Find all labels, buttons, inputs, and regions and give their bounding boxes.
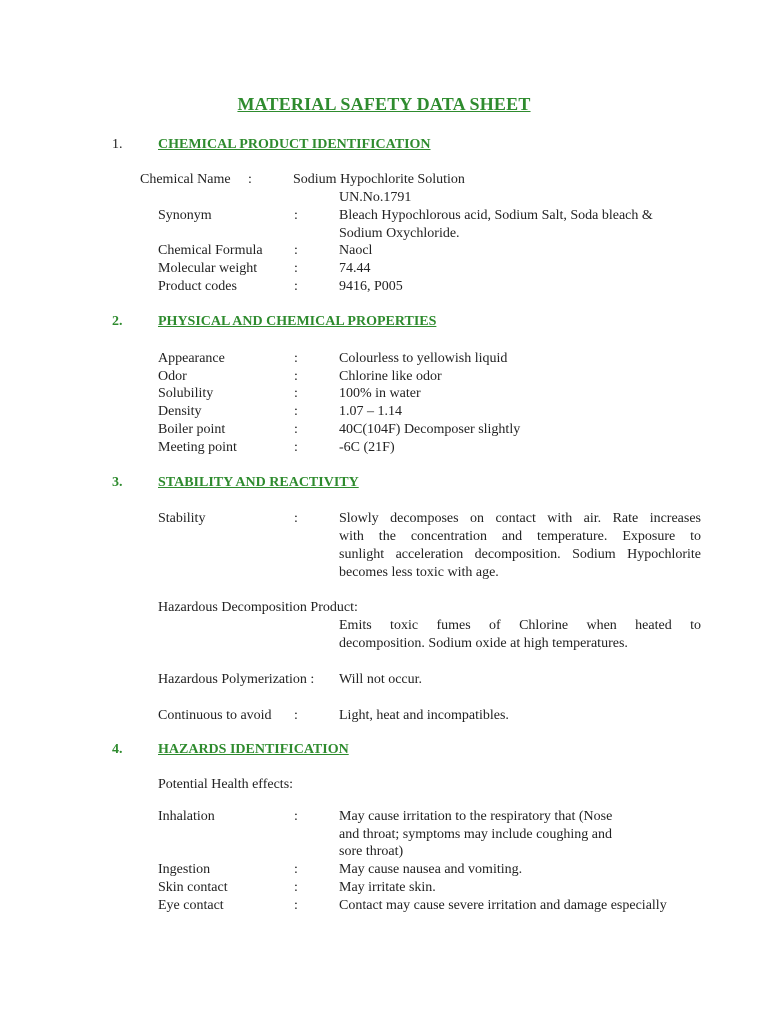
chemical-name-colon: :: [248, 172, 252, 187]
stability-label: Stability: [158, 511, 206, 526]
synonym-label: Synonym: [158, 208, 212, 223]
property-colon: :: [294, 351, 298, 366]
hazardous-polymerization-value: Will not occur.: [339, 672, 423, 687]
section-4-number: 4.: [112, 742, 123, 757]
property-value-appearance: Colourless to yellowish liquid: [339, 351, 508, 366]
stability-text: [339, 510, 701, 582]
section-2-number: 2.: [112, 314, 123, 329]
inhalation-line-2: and throat; symptoms may include coughing and: [339, 827, 612, 842]
property-label-appearance: Appearance: [158, 351, 225, 366]
property-label-meeting-point: Meeting point: [158, 440, 237, 455]
hazardous-polymerization-label: Hazardous Polymerization :: [158, 672, 315, 687]
ingestion-value: May cause nausea and vomiting.: [339, 862, 523, 877]
eye-contact-value: Contact may cause severe irritation and damage especially: [339, 898, 667, 913]
synonym-value-line-1: Bleach Hypochlorous acid, Sodium Salt, Soda bleach &: [339, 208, 653, 223]
hazardous-decomposition-line-2: decomposition. Sodium oxide at high temperatures.: [339, 636, 628, 651]
stability-line-1: Slowly decomposes on contact with air. Rate increases: [339, 511, 701, 526]
section-1-heading: CHEMICAL PRODUCT IDENTIFICATION: [158, 137, 431, 152]
document-title: MATERIAL SAFETY DATA SHEET: [237, 94, 531, 114]
synonym-colon: :: [294, 208, 298, 223]
skin-contact-value: May irritate skin.: [339, 880, 436, 895]
section-3-heading: STABILITY AND REACTIVITY: [158, 475, 359, 490]
property-colon: :: [294, 422, 298, 437]
section-3-number: 3.: [112, 475, 123, 490]
chemical-formula-value: Naocl: [339, 243, 373, 258]
conditions-to-avoid-label: Continuous to avoid: [158, 708, 272, 723]
property-value-density: 1.07 – 1.14: [339, 404, 402, 419]
molecular-weight-value: 74.44: [339, 261, 371, 276]
chemical-formula-label: Chemical Formula: [158, 243, 263, 258]
eye-contact-colon: :: [294, 898, 298, 913]
stability-line-2: with the concentration and temperature. Exposure to: [339, 529, 701, 544]
property-value-meeting-point: -6C (21F): [339, 440, 395, 455]
molecular-weight-label: Molecular weight: [158, 261, 258, 276]
product-codes-value: 9416, P005: [339, 279, 403, 294]
molecular-weight-colon: :: [294, 261, 298, 276]
chemical-name-value: Sodium Hypochlorite Solution: [293, 172, 465, 187]
hazardous-decomposition-line-1: Emits toxic fumes of Chlorine when heated to: [339, 618, 701, 633]
stability-line-3: sunlight acceleration decomposition. Sodium Hypochlorite: [339, 547, 701, 562]
inhalation-line-1: May cause irritation to the respiratory that (Nose: [339, 809, 613, 824]
conditions-to-avoid-value: Light, heat and incompatibles.: [339, 708, 509, 723]
stability-line-4: becomes less toxic with age.: [339, 565, 499, 580]
skin-contact-label: Skin contact: [158, 880, 228, 895]
skin-contact-colon: :: [294, 880, 298, 895]
ingestion-label: Ingestion: [158, 862, 211, 877]
potential-health-effects-label: Potential Health effects:: [158, 777, 294, 792]
property-value-solubility: 100% in water: [339, 386, 421, 401]
chemical-name-label: Chemical Name: [140, 172, 231, 187]
property-colon: :: [294, 369, 298, 384]
ingestion-colon: :: [294, 862, 298, 877]
un-number: UN.No.1791: [339, 190, 412, 205]
eye-contact-label: Eye contact: [158, 898, 224, 913]
property-label-odor: Odor: [158, 369, 187, 384]
stability-colon: :: [294, 511, 298, 526]
property-value-boiler-point: 40C(104F) Decomposer slightly: [339, 422, 521, 437]
hazardous-decomposition-text: [339, 617, 701, 653]
property-colon: :: [294, 404, 298, 419]
property-label-solubility: Solubility: [158, 386, 214, 401]
product-codes-colon: :: [294, 279, 298, 294]
property-colon: :: [294, 386, 298, 401]
section-2-heading: PHYSICAL AND CHEMICAL PROPERTIES: [158, 314, 437, 329]
inhalation-colon: :: [294, 809, 298, 824]
synonym-value-line-2: Sodium Oxychloride.: [339, 226, 460, 241]
inhalation-line-3: sore throat): [339, 844, 404, 859]
section-1-number: 1.: [112, 137, 123, 152]
property-value-odor: Chlorine like odor: [339, 369, 442, 384]
product-codes-label: Product codes: [158, 279, 237, 294]
hazardous-decomposition-label: Hazardous Decomposition Product:: [158, 600, 358, 615]
inhalation-label: Inhalation: [158, 809, 215, 824]
section-4-heading: HAZARDS IDENTIFICATION: [158, 742, 349, 757]
conditions-to-avoid-colon: :: [294, 708, 298, 723]
chemical-formula-colon: :: [294, 243, 298, 258]
property-label-boiler-point: Boiler point: [158, 422, 226, 437]
property-label-density: Density: [158, 404, 202, 419]
property-colon: :: [294, 440, 298, 455]
